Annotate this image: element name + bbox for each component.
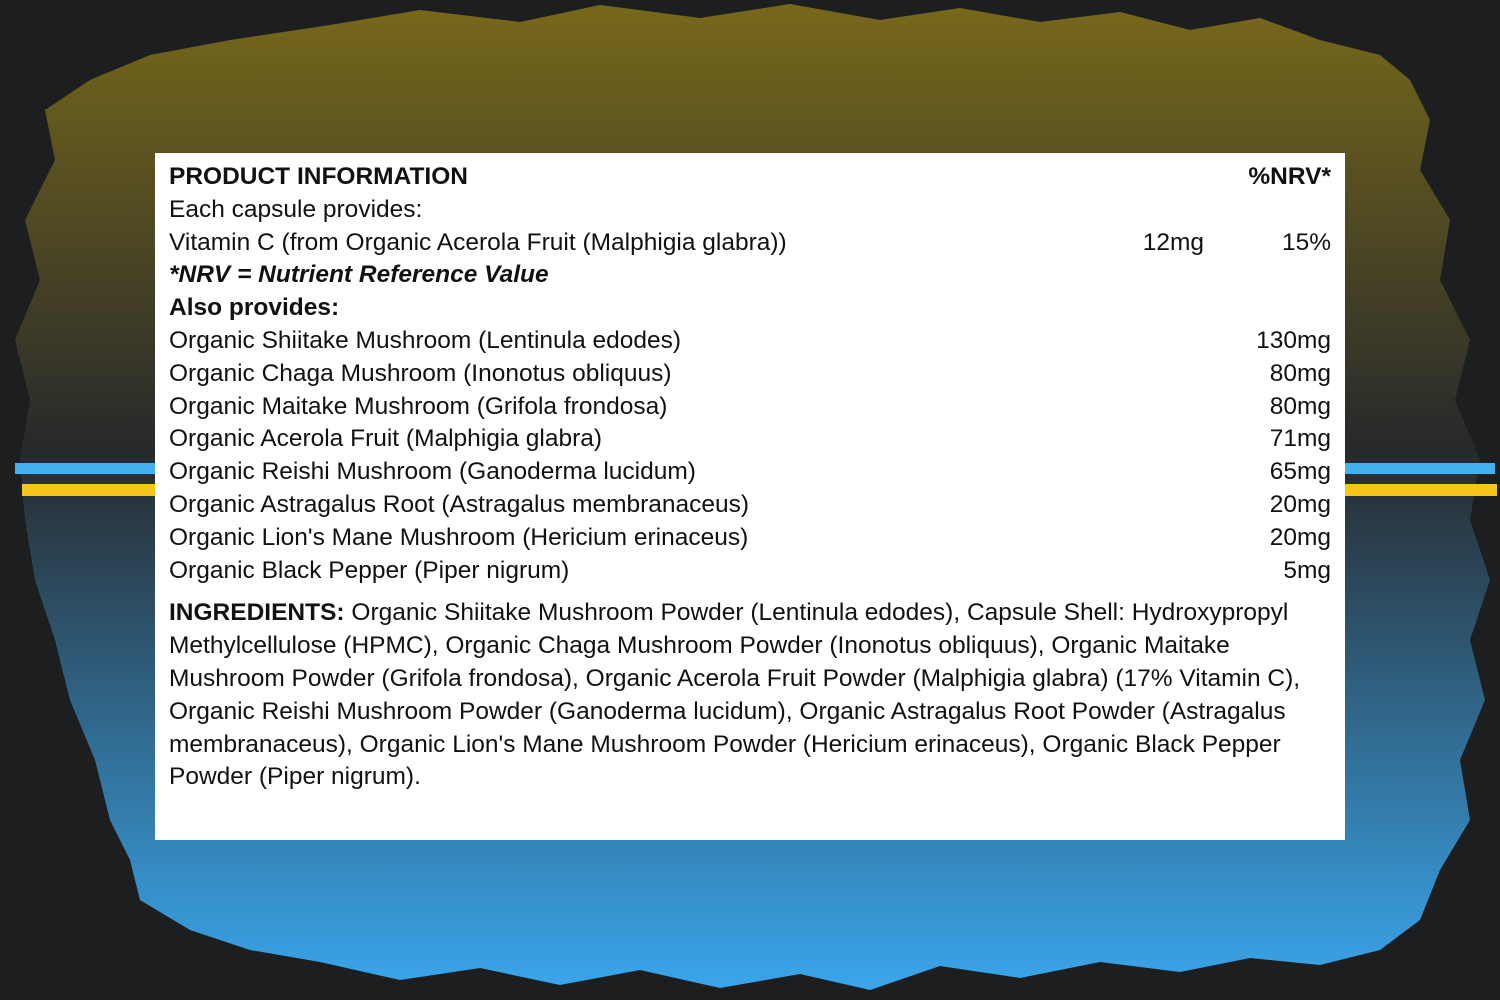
item-amount: 80mg [1269, 392, 1331, 420]
header-row [169, 161, 1331, 194]
item-name: Organic Reishi Mushroom (Ganoderma lucidum) [169, 458, 696, 486]
item-name: Organic Maitake Mushroom (Grifola frondosa) [169, 392, 668, 420]
nrv-note: *NRV = Nutrient Reference Value [169, 261, 549, 289]
vitamin-amount: 12mg [1142, 228, 1204, 256]
list-item [169, 358, 1331, 391]
intro-row [169, 194, 1331, 227]
nrv-column-header: %NRV* [1248, 163, 1331, 190]
intro-text: Each capsule provides: [169, 195, 423, 223]
item-amount: 5mg [1283, 556, 1331, 584]
list-item [169, 456, 1331, 489]
ingredients-label: INGREDIENTS: [169, 599, 345, 627]
vitamin-nrv: 15% [1281, 228, 1331, 256]
ingredients-paragraph [169, 597, 1331, 794]
item-name: Organic Acerola Fruit (Malphigia glabra) [169, 425, 603, 453]
list-item [169, 423, 1331, 456]
vitamin-row [169, 227, 1331, 260]
item-amount: 65mg [1269, 458, 1331, 486]
ingredients-text: Organic Shiitake Mushroom Powder (Lentinula edodes), Capsule Shell: Hydroxypropyl Methylcellulose (HPMC), Organic Chaga Mushroom Powder (Inonotus obliquus), Organic Maitake Mushroom Powder (Grifola frondosa), Organic Acerola Fruit Powder (Malphigia glabra) (17% Vitamin C), Organic Reishi Mushroom Powder (Ganoderma lucidum), Organic Astragalus Root Powder (Astragalus membranaceus), Organic Lion's Mane Mushroom Powder (Hericium erinaceus), Organic Black Pepper Powder (Piper nigrum). [169, 599, 1301, 791]
vitamin-name: Vitamin C (from Organic Acerola Fruit (Malphigia glabra)) [169, 228, 787, 256]
list-item [169, 555, 1331, 588]
list-item [169, 489, 1331, 522]
item-name: Organic Shiitake Mushroom (Lentinula edodes) [169, 326, 682, 354]
item-amount: 71mg [1269, 425, 1331, 453]
also-provides-label: Also provides: [169, 294, 340, 322]
item-amount: 20mg [1269, 490, 1331, 518]
nrv-note-row [169, 259, 1331, 292]
item-amount: 80mg [1269, 359, 1331, 387]
item-amount: 20mg [1269, 523, 1331, 551]
item-name: Organic Astragalus Root (Astragalus membranaceus) [169, 490, 750, 518]
item-name: Organic Lion's Mane Mushroom (Hericium erinaceus) [169, 523, 749, 551]
also-provides-row [169, 292, 1331, 325]
item-name: Organic Black Pepper (Piper nigrum) [169, 556, 570, 584]
list-item [169, 325, 1331, 358]
item-amount: 130mg [1256, 326, 1331, 354]
product-info-title: PRODUCT INFORMATION [169, 163, 468, 190]
item-name: Organic Chaga Mushroom (Inonotus obliquus) [169, 359, 672, 387]
list-item [169, 522, 1331, 555]
list-item [169, 391, 1331, 424]
product-info-panel [155, 153, 1345, 840]
